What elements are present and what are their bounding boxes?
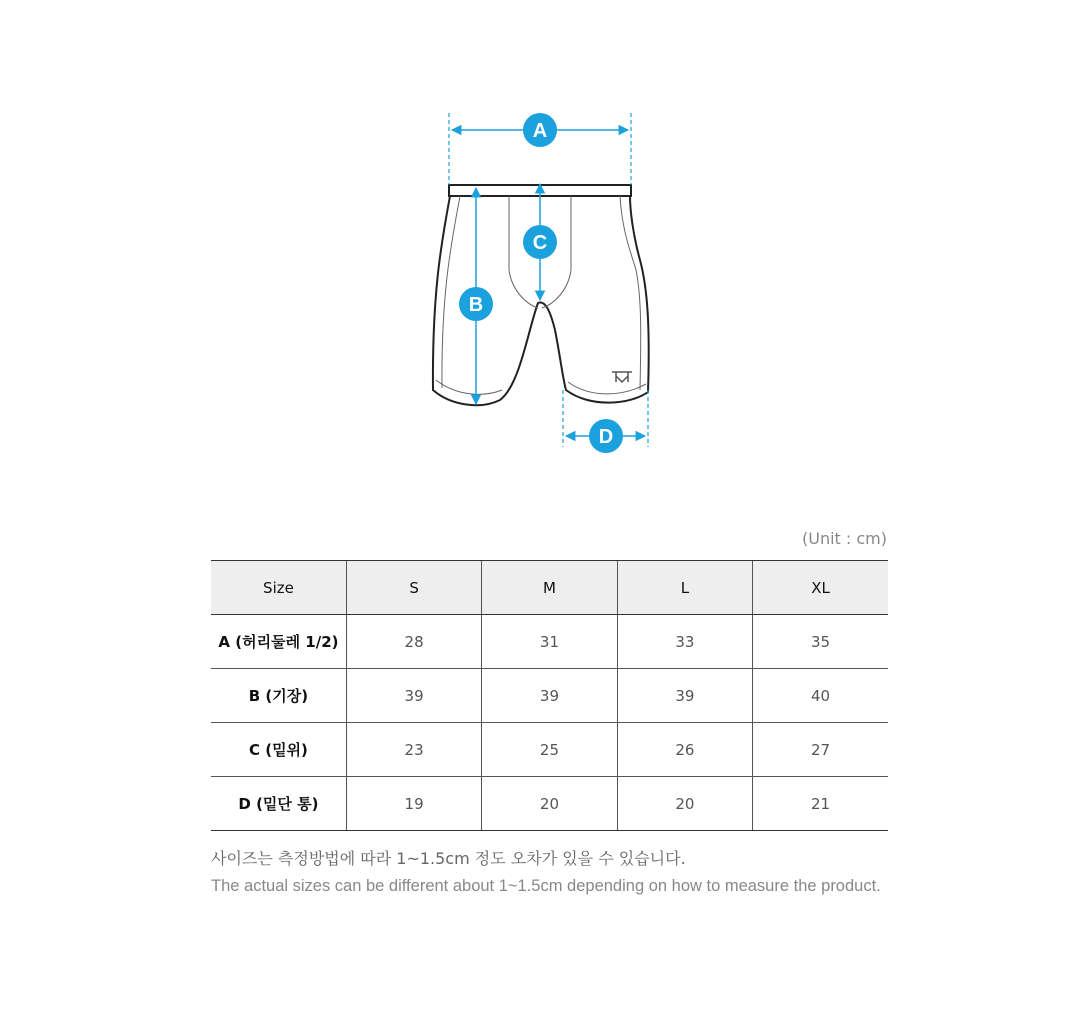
unit-label: (Unit : cm) [802,529,887,548]
table-row [211,669,888,723]
cell-value: 20 [617,777,752,831]
row-label: C (밑위) [211,723,346,777]
cell-value: 27 [753,723,888,777]
size-table [211,560,888,831]
cell-value: 19 [346,777,481,831]
header-size: Size [211,561,346,615]
cell-value: 33 [617,615,752,669]
table-row [211,777,888,831]
cell-value: 26 [617,723,752,777]
table-header-row [211,561,888,615]
header-l: L [617,561,752,615]
shorts-measurement-diagram [0,0,1080,480]
cell-value: 39 [617,669,752,723]
header-xl: XL [753,561,888,615]
row-label: D (밑단 통) [211,777,346,831]
cell-value: 21 [753,777,888,831]
note-korean: 사이즈는 측정방법에 따라 1~1.5cm 정도 오차가 있을 수 있습니다. [211,849,686,868]
cell-value: 20 [482,777,617,831]
header-s: S [346,561,481,615]
cell-value: 25 [482,723,617,777]
measurement-notes [211,846,881,896]
cell-value: 35 [753,615,888,669]
label-c-badge [523,225,557,259]
table-row [211,723,888,777]
label-d-badge [589,419,623,453]
cell-value: 23 [346,723,481,777]
label-c: C [532,232,548,254]
cell-value: 39 [482,669,617,723]
label-d: D [598,426,614,448]
label-a: A [532,120,548,142]
label-a-badge [523,113,557,147]
note-english: The actual sizes can be different about 1~1.5cm depending on how to measure the product. [211,877,881,895]
cell-value: 39 [346,669,481,723]
cell-value: 40 [753,669,888,723]
cell-value: 31 [482,615,617,669]
row-label: A (허리둘레 1/2) [211,615,346,669]
cell-value: 28 [346,615,481,669]
label-b-badge [459,287,493,321]
row-label: B (기장) [211,669,346,723]
header-m: M [482,561,617,615]
table-row [211,615,888,669]
label-b: B [468,294,484,316]
